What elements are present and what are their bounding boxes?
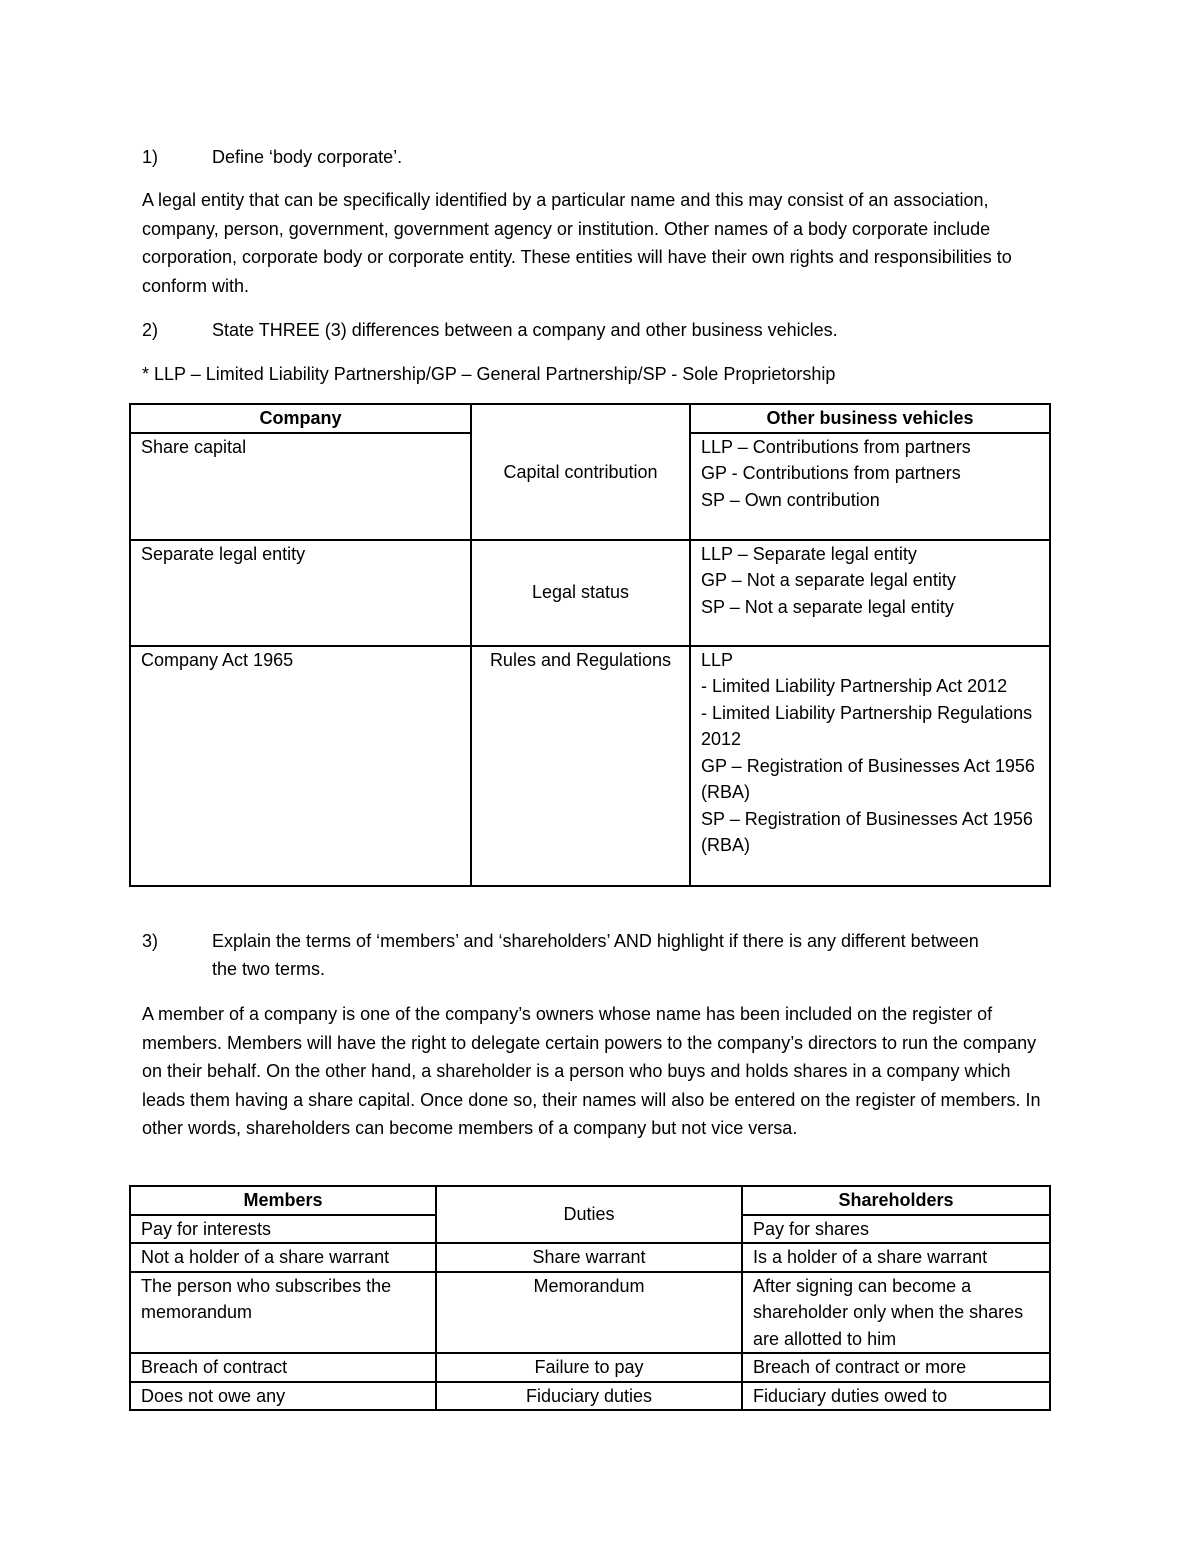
others-line: GP - Contributions from partners: [701, 463, 961, 483]
others-line: LLP – Contributions from partners: [701, 436, 971, 457]
others-line: GP – Registration of Businesses Act 1956 (RBA): [701, 755, 1035, 802]
question-prompt: State THREE (3) differences between a company and other business vehicles.: [212, 320, 838, 340]
members-cell: The person who subscribes the memorandum: [130, 1272, 436, 1354]
header-other-vehicles: Other business vehicles: [690, 404, 1050, 433]
question-prompt: Define ‘body corporate’.: [212, 147, 403, 167]
abbreviation-note: * LLP – Limited Liability Partnership/GP – General Partnership/SP - Sole Proprietorship: [142, 364, 836, 384]
company-cell: Company Act 1965: [130, 646, 471, 886]
shareholders-cell: Breach of contract or more: [742, 1353, 1050, 1382]
aspect-cell: Rules and Regulations: [471, 646, 690, 886]
shareholders-cell: Pay for shares: [742, 1215, 1050, 1244]
others-cell: [690, 540, 1050, 646]
shareholders-cell: Fiduciary duties owed to: [742, 1382, 1050, 1411]
table-row: [130, 540, 1050, 646]
aspect-cell: Memorandum: [436, 1272, 742, 1354]
members-shareholders-table: [129, 1185, 1051, 1411]
others-line: SP – Not a separate legal entity: [701, 596, 954, 617]
table-row: [130, 1382, 1050, 1411]
question-number: 2): [142, 320, 159, 340]
aspect-cell: Duties: [436, 1186, 742, 1243]
aspect-cell: Fiduciary duties: [436, 1382, 742, 1411]
aspect-cell: Legal status: [471, 540, 690, 646]
others-cell: [690, 646, 1050, 886]
others-line: LLP: [701, 649, 734, 670]
question-number: 1): [142, 147, 159, 167]
comparison-table: [129, 403, 1051, 887]
table-row: [130, 1243, 1050, 1272]
table-row: [130, 646, 1050, 886]
others-line: - Limited Liability Partnership Act 2012: [701, 676, 1008, 696]
table-header-row: [130, 404, 1050, 433]
company-cell: Separate legal entity: [130, 540, 471, 646]
answer-1: A legal entity that can be specifically identified by a particular name and this may consist of an association, company, person, government, government agency or institution. Other names of a body corporate include corporation, corporate body or corporate entity. These entities will have their own rights and responsibilities to conform with.: [142, 190, 1012, 296]
others-line: - Limited Liability Partnership Regulations 2012: [701, 702, 1033, 749]
company-cell: Share capital: [130, 433, 471, 540]
question-prompt: Explain the terms of ‘members’ and ‘shareholders’ AND highlight if there is any different between the two terms.: [212, 931, 979, 979]
table-row: [130, 1353, 1050, 1382]
members-cell: Does not owe any: [130, 1382, 436, 1411]
others-line: GP – Not a separate legal entity: [701, 570, 956, 590]
header-members: Members: [130, 1186, 436, 1215]
question-number: 3): [142, 931, 159, 951]
others-line: LLP – Separate legal entity: [701, 543, 917, 564]
table-row: [130, 1272, 1050, 1354]
members-cell: Pay for interests: [130, 1215, 436, 1244]
table-header-row: [130, 1186, 1050, 1215]
aspect-cell: Capital contribution: [471, 404, 690, 540]
others-cell: [690, 433, 1050, 540]
aspect-cell: Share warrant: [436, 1243, 742, 1272]
answer-3: A member of a company is one of the company’s owners whose name has been included on the register of members. Members will have the right to delegate certain powers to the company’s directors to run the company on their behalf. On the other hand, a shareholder is a person who buys and holds shares in a company which leads them having a share capital. Once done so, their names will also be entered on the register of members. In other words, shareholders can become members of a company but not vice versa.: [142, 1004, 1041, 1138]
aspect-cell: Failure to pay: [436, 1353, 742, 1382]
members-cell: Breach of contract: [130, 1353, 436, 1382]
members-cell: Not a holder of a share warrant: [130, 1243, 436, 1272]
header-company: Company: [130, 404, 471, 433]
others-line: SP – Registration of Businesses Act 1956 (RBA): [701, 808, 1033, 855]
shareholders-cell: Is a holder of a share warrant: [742, 1243, 1050, 1272]
others-line: SP – Own contribution: [701, 489, 880, 510]
shareholders-cell: After signing can become a shareholder only when the shares are allotted to him: [742, 1272, 1050, 1354]
header-shareholders: Shareholders: [742, 1186, 1050, 1215]
